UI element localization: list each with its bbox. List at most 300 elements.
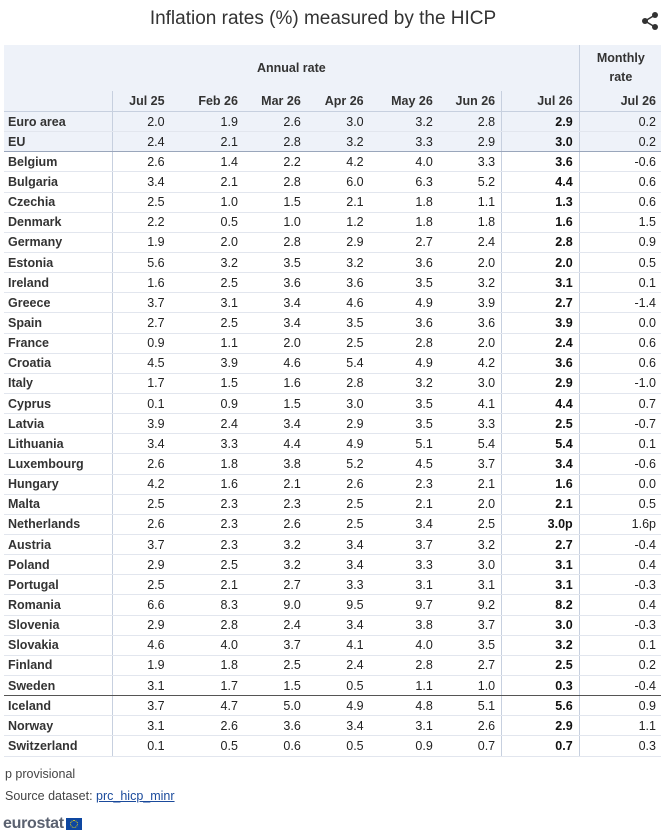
value-cell: 2.0 [439,252,502,272]
value-cell: 3.2 [307,132,370,152]
country-cell: Slovenia [4,615,113,635]
value-cell: 9.5 [307,595,370,615]
value-cell: 3.2 [439,273,502,293]
value-cell: 9.7 [370,595,439,615]
table-row [4,736,661,756]
value-cell: 3.7 [439,454,502,474]
value-cell: 3.8 [370,615,439,635]
value-cell: 2.4 [113,132,171,152]
country-cell: Poland [4,555,113,575]
value-cell: 0.3 [502,675,580,695]
value-cell: 1.3 [502,192,580,212]
value-cell: 2.8 [244,172,307,192]
value-cell: 2.4 [307,655,370,675]
column-header: Jul 26 [502,91,580,112]
value-cell: 2.8 [370,655,439,675]
value-cell: 3.4 [244,414,307,434]
value-cell: 4.0 [370,152,439,172]
value-cell: -1.0 [579,373,661,393]
value-cell: 3.1 [502,575,580,595]
value-cell: 4.9 [307,434,370,454]
value-cell: 2.3 [171,534,244,554]
country-cell: Slovakia [4,635,113,655]
value-cell: 2.1 [244,474,307,494]
value-cell: 2.7 [502,534,580,554]
monthly-rate-header [579,45,661,91]
value-cell: 3.2 [244,534,307,554]
value-cell: 1.8 [370,212,439,232]
value-cell: 1.5 [579,212,661,232]
value-cell: 2.5 [307,333,370,353]
value-cell: 2.2 [244,152,307,172]
value-cell: 2.1 [171,575,244,595]
value-cell: 5.6 [502,696,580,716]
value-cell: 4.4 [502,393,580,413]
value-cell: 0.4 [579,555,661,575]
value-cell: 3.3 [370,555,439,575]
column-header: May 26 [370,91,439,112]
value-cell: 5.0 [244,696,307,716]
value-cell: 5.4 [502,434,580,454]
eu-flag-icon [66,818,82,830]
table-row [4,212,661,232]
value-cell: 3.0 [439,555,502,575]
value-cell: 2.9 [307,232,370,252]
value-cell: 3.9 [171,353,244,373]
value-cell: 3.0 [502,615,580,635]
value-cell: 8.3 [171,595,244,615]
value-cell: 3.2 [439,534,502,554]
country-cell: EU [4,132,113,152]
value-cell: 0.0 [579,313,661,333]
value-cell: 2.9 [307,414,370,434]
value-cell: 3.4 [502,454,580,474]
country-cell: Greece [4,293,113,313]
value-cell: 0.1 [579,273,661,293]
country-cell: Spain [4,313,113,333]
table-row [4,635,661,655]
value-cell: 1.8 [370,192,439,212]
value-cell: 3.4 [244,293,307,313]
value-cell: 3.9 [439,293,502,313]
value-cell: 3.6 [439,313,502,333]
column-header: Jul 25 [113,91,171,112]
country-cell: Netherlands [4,514,113,534]
value-cell: 2.7 [244,575,307,595]
value-cell: -0.3 [579,615,661,635]
value-cell: 3.6 [307,273,370,293]
monthly-header-line1: Monthly [596,51,645,65]
value-cell: 2.6 [244,112,307,132]
value-cell: 3.0 [502,132,580,152]
value-cell: 4.9 [370,293,439,313]
country-cell: Ireland [4,273,113,293]
value-cell: 1.8 [171,454,244,474]
value-cell: 2.5 [502,655,580,675]
inflation-table [4,45,661,757]
monthly-header-line2: rate [609,70,633,84]
value-cell: 4.1 [307,635,370,655]
value-cell: 4.2 [307,152,370,172]
value-cell: 2.7 [502,293,580,313]
value-cell: 3.1 [113,675,171,695]
value-cell: 0.5 [171,736,244,756]
country-cell: France [4,333,113,353]
value-cell: 2.4 [171,414,244,434]
value-cell: 3.1 [113,716,171,736]
footnote: p provisional [5,767,76,781]
value-cell: 0.5 [171,212,244,232]
value-cell: 3.5 [370,273,439,293]
table-row [4,514,661,534]
table-row [4,534,661,554]
value-cell: -0.7 [579,414,661,434]
value-cell: 0.1 [113,736,171,756]
table-row [4,293,661,313]
source-dataset-link[interactable]: prc_hicp_minr [96,789,175,803]
value-cell: 2.8 [307,373,370,393]
value-cell: 2.5 [113,192,171,212]
value-cell: 2.3 [370,474,439,494]
value-cell: 2.8 [370,333,439,353]
value-cell: 2.0 [439,494,502,514]
value-cell: 2.7 [439,655,502,675]
value-cell: 0.6 [579,333,661,353]
value-cell: 3.6 [244,273,307,293]
table-row [4,132,661,152]
value-cell: 3.6 [244,716,307,736]
value-cell: 0.3 [579,736,661,756]
value-cell: 2.1 [439,474,502,494]
value-cell: 3.1 [171,293,244,313]
column-header: Apr 26 [307,91,370,112]
value-cell: 3.4 [370,514,439,534]
value-cell: 1.5 [244,675,307,695]
value-cell: 4.5 [113,353,171,373]
value-cell: 2.6 [113,152,171,172]
value-cell: 3.2 [171,252,244,272]
value-cell: 5.1 [439,696,502,716]
value-cell: 0.2 [579,132,661,152]
value-cell: 3.5 [307,313,370,333]
value-cell: 3.6 [502,353,580,373]
value-cell: 3.5 [244,252,307,272]
value-cell: 2.1 [502,494,580,514]
column-header: Jul 26 [579,91,661,112]
value-cell: 2.6 [113,454,171,474]
country-cell: Norway [4,716,113,736]
table-row [4,615,661,635]
value-cell: 2.0 [113,112,171,132]
value-cell: 2.5 [171,313,244,333]
logo-text: eurostat [3,815,64,832]
value-cell: 2.4 [502,333,580,353]
value-cell: 2.6 [439,716,502,736]
value-cell: 3.2 [307,252,370,272]
value-cell: 0.7 [439,736,502,756]
value-cell: 4.1 [439,393,502,413]
value-cell: 1.5 [171,373,244,393]
value-cell: 1.9 [113,655,171,675]
value-cell: 3.0 [439,373,502,393]
table-row [4,393,661,413]
value-cell: 1.6 [502,212,580,232]
value-cell: 5.6 [113,252,171,272]
value-cell: 2.2 [113,212,171,232]
value-cell: 1.1 [171,333,244,353]
share-icon[interactable] [640,10,661,32]
value-cell: 1.7 [113,373,171,393]
table-row [4,252,661,272]
value-cell: 3.3 [439,152,502,172]
value-cell: 1.1 [439,192,502,212]
value-cell: 2.5 [439,514,502,534]
value-cell: 3.4 [307,555,370,575]
country-cell: Switzerland [4,736,113,756]
value-cell: 2.5 [307,514,370,534]
value-cell: 3.8 [244,454,307,474]
value-cell: 6.0 [307,172,370,192]
value-cell: 3.6 [370,252,439,272]
table-row [4,595,661,615]
value-cell: 1.6 [244,373,307,393]
country-cell: Czechia [4,192,113,212]
value-cell: 1.2 [307,212,370,232]
value-cell: 1.9 [171,112,244,132]
value-cell: 2.7 [113,313,171,333]
value-cell: 4.6 [113,635,171,655]
value-cell: 1.6p [579,514,661,534]
value-cell: 3.2 [502,635,580,655]
value-cell: -1.4 [579,293,661,313]
value-cell: 0.2 [579,655,661,675]
country-cell: Euro area [4,112,113,132]
value-cell: 3.4 [244,313,307,333]
value-cell: 5.4 [439,434,502,454]
value-cell: 1.7 [171,675,244,695]
value-cell: 3.2 [244,555,307,575]
value-cell: 2.6 [307,474,370,494]
value-cell: 0.7 [502,736,580,756]
value-cell: 2.1 [370,494,439,514]
table-row [4,474,661,494]
table-row [4,655,661,675]
value-cell: 3.6 [502,152,580,172]
country-cell: Bulgaria [4,172,113,192]
value-cell: -0.6 [579,152,661,172]
column-header: Jun 26 [439,91,502,112]
value-cell: 3.3 [439,414,502,434]
value-cell: 4.4 [244,434,307,454]
value-cell: 0.1 [113,393,171,413]
country-cell: Romania [4,595,113,615]
table-row [4,555,661,575]
value-cell: 3.1 [502,273,580,293]
value-cell: 2.4 [439,232,502,252]
table-row [4,414,661,434]
value-cell: 2.8 [244,232,307,252]
value-cell: 0.9 [579,696,661,716]
value-cell: 0.5 [307,675,370,695]
value-cell: 1.4 [171,152,244,172]
country-cell: Finland [4,655,113,675]
value-cell: 2.3 [244,494,307,514]
value-cell: 2.6 [244,514,307,534]
value-cell: 3.1 [502,555,580,575]
value-cell: 1.5 [244,192,307,212]
value-cell: 4.2 [439,353,502,373]
value-cell: 3.3 [171,434,244,454]
value-cell: 1.1 [579,716,661,736]
value-cell: 2.5 [502,414,580,434]
table-row [4,192,661,212]
annual-rate-header: Annual rate [4,45,579,91]
value-cell: 3.1 [370,716,439,736]
value-cell: 0.6 [244,736,307,756]
value-cell: 3.7 [439,615,502,635]
value-cell: 2.3 [171,494,244,514]
value-cell: 3.9 [113,414,171,434]
value-cell: 3.3 [307,575,370,595]
table-row [4,313,661,333]
value-cell: 3.1 [439,575,502,595]
table-row [4,172,661,192]
value-cell: 3.7 [113,293,171,313]
value-cell: 2.9 [439,132,502,152]
value-cell: 1.6 [171,474,244,494]
value-cell: 2.0 [439,333,502,353]
value-cell: 4.0 [370,635,439,655]
value-cell: 2.6 [171,716,244,736]
value-cell: 4.6 [307,293,370,313]
value-cell: 0.1 [579,635,661,655]
value-cell: 2.5 [171,555,244,575]
value-cell: 2.1 [171,172,244,192]
value-cell: 2.8 [171,615,244,635]
country-cell: Belgium [4,152,113,172]
table-row [4,494,661,514]
country-cell: Hungary [4,474,113,494]
value-cell: 3.1 [370,575,439,595]
value-cell: 0.2 [579,112,661,132]
value-cell: 3.4 [307,716,370,736]
value-cell: 6.6 [113,595,171,615]
value-cell: 2.9 [502,716,580,736]
value-cell: 4.7 [171,696,244,716]
country-cell: Austria [4,534,113,554]
value-cell: 2.9 [502,112,580,132]
value-cell: 3.3 [370,132,439,152]
value-cell: 0.9 [113,333,171,353]
value-cell: 2.9 [113,555,171,575]
eurostat-logo [3,814,82,834]
value-cell: 2.7 [370,232,439,252]
value-cell: 0.9 [171,393,244,413]
table-row [4,575,661,595]
value-cell: 4.4 [502,172,580,192]
value-cell: 9.0 [244,595,307,615]
source-label: Source dataset: [5,789,97,803]
value-cell: 1.8 [171,655,244,675]
value-cell: 3.5 [370,393,439,413]
value-cell: 1.9 [113,232,171,252]
value-cell: 1.6 [113,273,171,293]
source-dataset [5,789,175,803]
table-row [4,353,661,373]
value-cell: 5.1 [370,434,439,454]
value-cell: 3.4 [307,615,370,635]
column-header: Feb 26 [171,91,244,112]
value-cell: 0.9 [579,232,661,252]
value-cell: 2.1 [171,132,244,152]
table-row [4,232,661,252]
value-cell: -0.3 [579,575,661,595]
value-cell: 3.2 [370,112,439,132]
value-cell: 2.0 [171,232,244,252]
country-cell: Malta [4,494,113,514]
value-cell: 3.0 [307,393,370,413]
value-cell: 3.7 [113,696,171,716]
value-cell: 4.2 [113,474,171,494]
value-cell: 3.9 [502,313,580,333]
table-row [4,373,661,393]
value-cell: 0.1 [579,434,661,454]
country-cell: Latvia [4,414,113,434]
value-cell: 1.0 [439,675,502,695]
table-row [4,675,661,695]
value-cell: 0.5 [307,736,370,756]
value-cell: 4.0 [171,635,244,655]
value-cell: 1.6 [502,474,580,494]
country-cell: Italy [4,373,113,393]
value-cell: 2.5 [113,494,171,514]
value-cell: 1.0 [171,192,244,212]
value-cell: 2.5 [113,575,171,595]
value-cell: 2.3 [171,514,244,534]
value-cell: 5.2 [307,454,370,474]
country-cell: Cyprus [4,393,113,413]
value-cell: 5.4 [307,353,370,373]
value-cell: 2.8 [244,132,307,152]
value-cell: 9.2 [439,595,502,615]
table-row [4,434,661,454]
value-cell: 2.4 [244,615,307,635]
country-cell: Portugal [4,575,113,595]
value-cell: 2.5 [244,655,307,675]
country-cell: Estonia [4,252,113,272]
table-row [4,454,661,474]
value-cell: 1.8 [439,212,502,232]
country-cell: Iceland [4,696,113,716]
value-cell: 3.5 [370,414,439,434]
value-cell: 2.9 [113,615,171,635]
value-cell: -0.4 [579,534,661,554]
value-cell: 4.6 [244,353,307,373]
page-title: Inflation rates (%) measured by the HICP [149,8,497,29]
value-cell: 1.1 [370,675,439,695]
value-cell: 3.0 [307,112,370,132]
value-cell: 0.9 [370,736,439,756]
value-cell: 2.5 [307,494,370,514]
value-cell: 3.2 [370,373,439,393]
value-cell: 3.5 [439,635,502,655]
value-cell: 2.6 [113,514,171,534]
value-cell: 4.9 [370,353,439,373]
country-cell: Croatia [4,353,113,373]
value-cell: 2.1 [307,192,370,212]
value-cell: 8.2 [502,595,580,615]
value-cell: -0.4 [579,675,661,695]
